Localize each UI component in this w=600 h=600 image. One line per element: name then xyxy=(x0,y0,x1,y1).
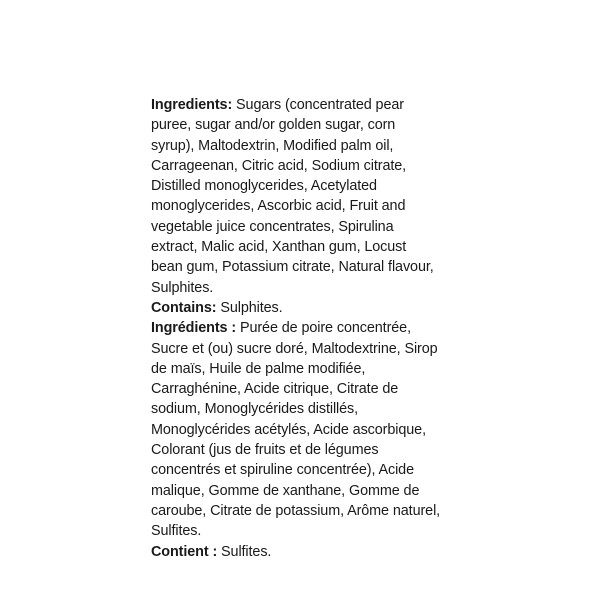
english-contains-body: Sulphites. xyxy=(216,299,283,316)
french-ingredients-paragraph xyxy=(151,318,441,541)
english-contains-heading: Contains: xyxy=(151,299,217,316)
french-contains-heading: Contient : xyxy=(151,543,218,560)
french-contains-paragraph xyxy=(151,542,441,562)
english-ingredients-heading: Ingredients: xyxy=(151,97,233,113)
french-contains-body: Sulfites. xyxy=(217,543,272,560)
ingredients-label xyxy=(151,95,441,562)
english-ingredients-paragraph xyxy=(151,95,441,298)
french-ingredients-body: Purée de poire concentrée, Sucre et (ou) sucre doré, Maltodextrine, Sirop de maïs, Huile de palme modifiée, Carraghénine, Acide citrique, Citrate de sodium, Monoglycérides distillés, Monoglycérides acétylés, Acide ascorbique, Colorant (jus de fruits et de légumes concentrés et spiruline concentrée), Acide malique, Gomme de xanthane, Gomme de caroube, Citrate de potassium, Arôme naturel, Sulfites. xyxy=(151,320,441,540)
english-ingredients-body: Sugars (concentrated pear puree, sugar and/or golden sugar, corn syrup), Maltodextrin, Modified palm oil, Carrageenan, Citric acid, Sodium citrate, Distilled monoglycerides, Acetylated monoglycerides, Ascorbic acid, Fruit and vegetable juice concentrates, Spirulina extract, Malic acid, Xanthan gum, Locust bean gum, Potassium citrate, Natural flavour, Sulphites. xyxy=(151,97,434,296)
french-ingredients-heading: Ingrédients : xyxy=(151,320,237,337)
english-contains-paragraph xyxy=(151,298,441,318)
